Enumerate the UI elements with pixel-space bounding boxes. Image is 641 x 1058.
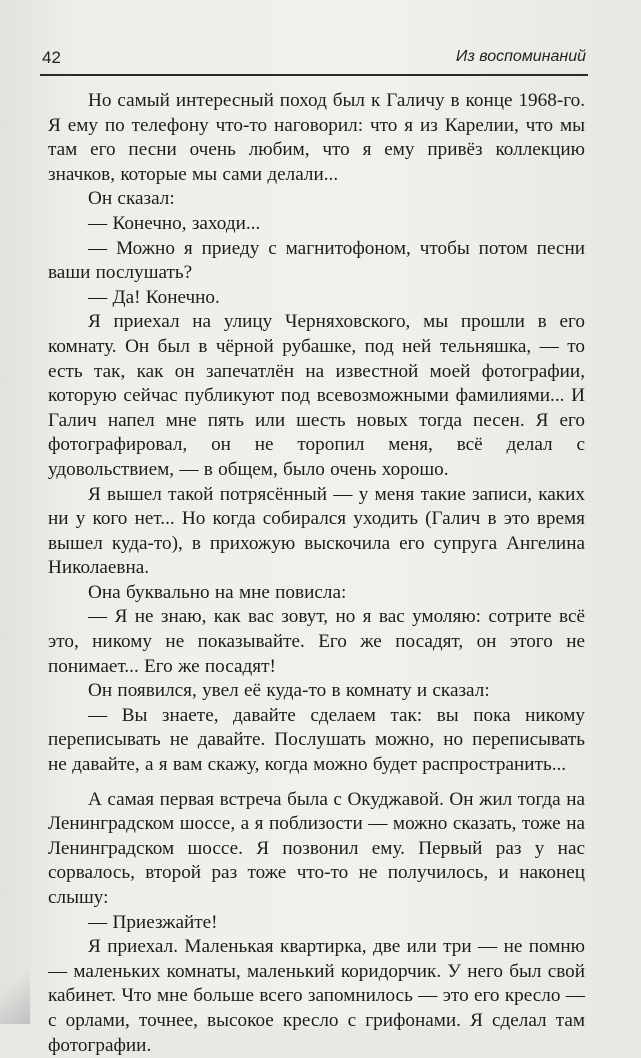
running-head: Из воспоминаний <box>455 48 586 65</box>
paragraph: — Конечно, заходи... <box>88 212 261 234</box>
paragraph: — Приезжайте! <box>88 911 218 933</box>
page-corner-shadow <box>0 954 30 1024</box>
paragraph: — Я не знаю, как вас зовут, но я вас умоляю: сотрите всё это, никому не показывайте. Его же посадят, он этого не понимает... Его же посадят! <box>48 606 585 677</box>
paragraph: — Можно я приеду с магнитофоном, чтобы потом песни ваши послушать? <box>48 237 585 284</box>
paragraph: — Вы знаете, давайте сделаем так: вы пока никому переписывать не давайте. Послушать можно, но переписывать не давайте, а я вам скажу, когда можно будет распространить... <box>48 704 585 776</box>
paragraph: — Да! Конечно. <box>88 286 220 308</box>
paragraph: Я приехал. Маленькая квартирка, две или три — не помню — маленьких комнаты, маленький коридорчик. У него был свой кабинет. Что мне больше всего запомнилось — это его кресло — с орлами, точнее, высокое кресло с грифонами. Я сделал там фотографии. <box>48 936 585 1056</box>
paragraph: А самая первая встреча была с Окуджавой. Он жил тогда на Ленинградском шоссе, а я поблизости — можно сказать, тоже на Ленинградском шоссе. Я позвонил ему. Первый раз у нас сорвалось, второй раз тоже что-то не получилось, и наконец слышу: <box>48 788 585 908</box>
paragraph: Я вышел такой потрясённый — у меня такие записи, каких ни у кого нет... Но когда собирался уходить (Галич в это время вышел куда-то), в прихожую выскочила его супруга Ангелина Николаевна. <box>48 483 585 579</box>
paragraph: Но самый интересный поход был к Галичу в конце 1968-го. Я ему по телефону что-то наговорил: что я из Карелии, что мы там его песни очень любим, что я ему привёз коллекцию значков, которые мы сами делали... <box>48 90 585 185</box>
paragraph: Я приехал на улицу Черняховского, мы прошли в его комнату. Он был в чёрной рубашке, под ней тельняшка, — то есть так, как он запечатлён на известной моей фотографии, которую сейчас публикуют под всевозможными фамилиями... И Галич напел мне пять или шесть новых тогда песен. Я его фотографировал, он не торопил меня, всё делал с удовольствием, — в общем, было очень хорошо. <box>48 311 585 480</box>
body-text <box>48 89 585 1058</box>
page-number: 42 <box>42 48 61 67</box>
paragraph: Она буквально на мне повисла: <box>88 581 347 603</box>
paragraph: Он появился, увел её куда-то в комнату и сказал: <box>88 680 490 702</box>
paragraph: Он сказал: <box>88 188 175 210</box>
page-header <box>40 44 588 76</box>
